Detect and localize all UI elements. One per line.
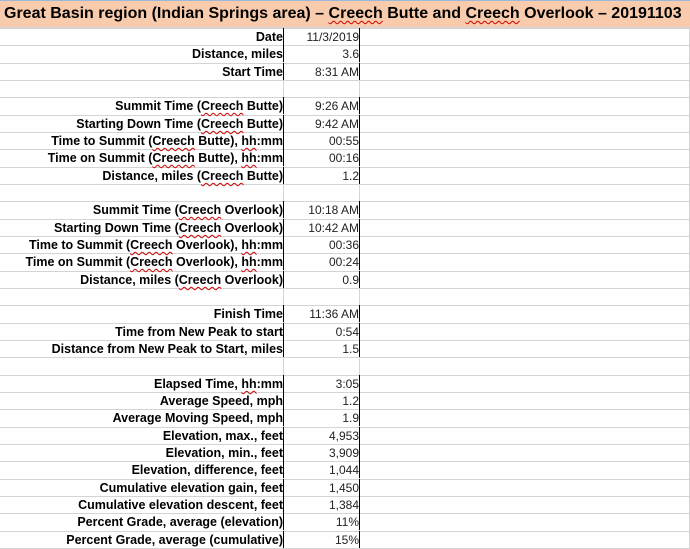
cell-border-right	[359, 149, 360, 166]
label-text: :mm	[256, 377, 283, 391]
title-part-2: Creech	[328, 5, 383, 22]
row-label[interactable]	[222, 64, 283, 81]
spellcheck-word: Creech	[152, 134, 195, 148]
cell-border-left	[283, 444, 284, 461]
row-value[interactable]: 0.9	[342, 273, 359, 287]
label-text: Time on Summit (	[25, 255, 131, 269]
title-part-1: Great Basin region (Indian Springs area) –	[4, 5, 329, 22]
label-text: Overlook),	[172, 238, 242, 252]
row-label[interactable]	[77, 514, 283, 531]
cell-border-left	[283, 461, 284, 478]
cell-border-left	[283, 45, 284, 62]
cell-border-right	[359, 28, 360, 45]
cell-border-right	[359, 531, 360, 548]
row-value[interactable]: 00:36	[328, 238, 359, 252]
row-value[interactable]: 1.9	[342, 411, 359, 425]
row-value[interactable]: 00:24	[328, 255, 359, 269]
label-text: Elevation, min., feet	[165, 446, 283, 460]
sheet-title[interactable]	[4, 3, 682, 25]
row-label[interactable]	[166, 445, 283, 462]
spellcheck-word: Creech	[152, 151, 195, 165]
row-label[interactable]	[78, 497, 283, 514]
label-text: Butte)	[243, 169, 283, 183]
cell-border-right	[359, 167, 360, 184]
spellcheck-word: hh	[241, 134, 257, 148]
cell-border-right	[359, 219, 360, 236]
cell-border-left	[283, 479, 284, 496]
cell-border-left	[283, 167, 284, 184]
label-text: Butte)	[243, 117, 283, 131]
cell-border-right	[359, 375, 360, 392]
cell-border-left	[283, 340, 284, 357]
label-text: Distance, miles (	[102, 169, 202, 183]
spellcheck-word: hh	[241, 238, 257, 252]
row-value[interactable]: 1.2	[342, 169, 359, 183]
label-text: Time to Summit (	[51, 134, 153, 148]
row-label[interactable]	[192, 46, 283, 63]
label-text: Overlook),	[172, 255, 242, 269]
cell-border-right	[359, 132, 360, 149]
label-text: Butte),	[194, 134, 242, 148]
row-label[interactable]	[51, 133, 283, 150]
spellcheck-word: Creech	[201, 117, 244, 131]
spellcheck-word: hh	[241, 377, 257, 391]
cell-border-right	[359, 427, 360, 444]
row-label[interactable]	[26, 254, 284, 271]
label-text: Butte),	[194, 151, 242, 165]
cell-border-left	[283, 375, 284, 392]
label-text: Starting Down Time (	[54, 221, 179, 235]
cell-border-right	[359, 323, 360, 340]
row-value[interactable]: 11:36 AM	[309, 307, 359, 321]
label-text: Distance, miles	[191, 47, 283, 61]
label-text: :mm	[256, 238, 283, 252]
label-text: Time on Summit (	[47, 151, 153, 165]
label-text: :mm	[256, 134, 283, 148]
cell-border-right	[359, 409, 360, 426]
row-label[interactable]	[102, 168, 283, 185]
cell-border-left	[283, 271, 284, 288]
cell-border-left	[283, 427, 284, 444]
title-part-4: Creech	[465, 5, 520, 22]
cell-border-left	[283, 149, 284, 166]
label-text: Percent Grade, average (cumulative)	[66, 533, 283, 547]
row-value[interactable]: 15%	[334, 533, 359, 547]
label-text: Overlook)	[221, 273, 283, 287]
spellcheck-word: hh	[241, 255, 257, 269]
row-label[interactable]	[154, 376, 283, 393]
row-label[interactable]	[163, 428, 283, 445]
row-value[interactable]: 1,384	[328, 498, 359, 512]
label-text: :mm	[256, 151, 283, 165]
row-value[interactable]: 1,044	[328, 463, 359, 477]
cell-border-left	[283, 496, 284, 513]
spellcheck-word: Creech	[201, 169, 244, 183]
cell-border-right	[359, 236, 360, 253]
row-label[interactable]	[80, 272, 283, 289]
label-text: Elapsed Time,	[154, 377, 242, 391]
label-text: Finish Time	[213, 307, 283, 321]
cell-border-left	[283, 513, 284, 530]
row-value[interactable]: 1,450	[328, 481, 359, 495]
cell-border-left	[283, 28, 284, 45]
cell-border-right	[359, 253, 360, 270]
cell-border-right	[359, 479, 360, 496]
cell-border-left	[283, 97, 284, 114]
label-text: Start Time	[222, 65, 283, 79]
cell-border-left	[283, 253, 284, 270]
row-value[interactable]: 00:55	[328, 134, 359, 148]
label-text: Average Speed, mph	[159, 394, 283, 408]
row-value[interactable]: 0:54	[335, 325, 359, 339]
title-part-5: Overlook – 20191103	[519, 5, 682, 22]
label-text: Summit Time (	[115, 99, 202, 113]
label-text: Cumulative elevation descent, feet	[78, 498, 283, 512]
cell-border-right	[359, 392, 360, 409]
row-value[interactable]: 4,953	[328, 429, 359, 443]
row-label[interactable]	[132, 462, 283, 479]
cell-border-right	[359, 271, 360, 288]
cell-border-right	[359, 115, 360, 132]
row-value[interactable]: 9:42 AM	[314, 117, 359, 131]
row-label[interactable]	[48, 150, 283, 167]
row-value[interactable]: 9:26 AM	[314, 99, 359, 113]
cell-border-right	[359, 97, 360, 114]
row-value[interactable]: 1.5	[342, 342, 359, 356]
row-value[interactable]: 3.6	[342, 47, 359, 61]
row-label[interactable]	[76, 116, 283, 133]
row-value[interactable]: 3,909	[328, 446, 359, 460]
label-text: Time to Summit (	[28, 238, 131, 252]
label-text: Distance from New Peak to Start, miles	[51, 342, 283, 356]
title-row[interactable]	[0, 0, 690, 28]
label-text: Average Moving Speed, mph	[112, 411, 283, 425]
row-value[interactable]: 3:05	[335, 377, 359, 391]
row-label[interactable]	[214, 306, 283, 323]
label-text: Elevation, difference, feet	[131, 463, 283, 477]
cell-border-right	[359, 305, 360, 322]
label-text: Butte)	[243, 99, 283, 113]
row-label[interactable]	[113, 410, 283, 427]
label-text: Elevation, max., feet	[162, 429, 283, 443]
cell-border-left	[283, 115, 284, 132]
cell-border-left	[283, 323, 284, 340]
row-label[interactable]	[52, 341, 283, 358]
row-label[interactable]	[29, 237, 283, 254]
label-text: Summit Time (	[92, 203, 179, 217]
spellcheck-word: Creech	[178, 273, 222, 287]
cell-border-left	[283, 219, 284, 236]
cell-border-right	[359, 513, 360, 530]
row-label[interactable]	[256, 29, 283, 46]
cell-border-right	[359, 496, 360, 513]
row-value[interactable]: 00:16	[328, 151, 359, 165]
cell-border-right	[359, 461, 360, 478]
row-value[interactable]: 11%	[335, 515, 359, 529]
label-text: Time from New Peak to start	[115, 325, 283, 339]
row-value[interactable]: 10:18 AM	[308, 203, 359, 217]
cell-border-left	[283, 531, 284, 548]
cell-border-left	[283, 132, 284, 149]
cell-border-right	[359, 45, 360, 62]
label-text: Starting Down Time (	[76, 117, 202, 131]
row-label[interactable]	[66, 532, 283, 549]
row-label[interactable]	[54, 220, 283, 237]
spellcheck-word: Creech	[178, 203, 222, 217]
label-text: Cumulative elevation gain, feet	[99, 481, 283, 495]
cell-border-left	[283, 305, 284, 322]
spellcheck-word: hh	[241, 151, 257, 165]
cell-border-left	[283, 63, 284, 80]
cell-border-right	[359, 63, 360, 80]
label-text: :mm	[256, 255, 283, 269]
row-value[interactable]: 11/3/2019	[306, 30, 359, 44]
row-label[interactable]	[115, 324, 283, 341]
spellcheck-word: Creech	[201, 99, 244, 113]
label-text: Percent Grade, average (elevation)	[77, 515, 283, 529]
row-label[interactable]	[160, 393, 283, 410]
cell-border-left	[283, 392, 284, 409]
spellcheck-word: Creech	[178, 221, 222, 235]
row-label[interactable]	[100, 480, 283, 497]
spellcheck-word: Creech	[130, 238, 173, 252]
cell-border-right	[359, 340, 360, 357]
label-text: Overlook)	[221, 203, 283, 217]
cell-border-right	[359, 444, 360, 461]
cell-border-right	[359, 201, 360, 218]
label-text: Distance, miles (	[80, 273, 179, 287]
cell-border-left	[283, 201, 284, 218]
label-text: Overlook)	[221, 221, 283, 235]
cell-border-left	[283, 409, 284, 426]
title-part-3: Butte and	[382, 5, 466, 22]
row-label[interactable]	[93, 202, 283, 219]
label-text: Date	[255, 30, 283, 44]
spellcheck-word: Creech	[130, 255, 173, 269]
row-value[interactable]: 8:31 AM	[314, 65, 359, 79]
cell-border-left	[283, 236, 284, 253]
row-value[interactable]: 1.2	[342, 394, 359, 408]
row-label[interactable]	[115, 98, 283, 115]
row-value[interactable]: 10:42 AM	[308, 221, 359, 235]
